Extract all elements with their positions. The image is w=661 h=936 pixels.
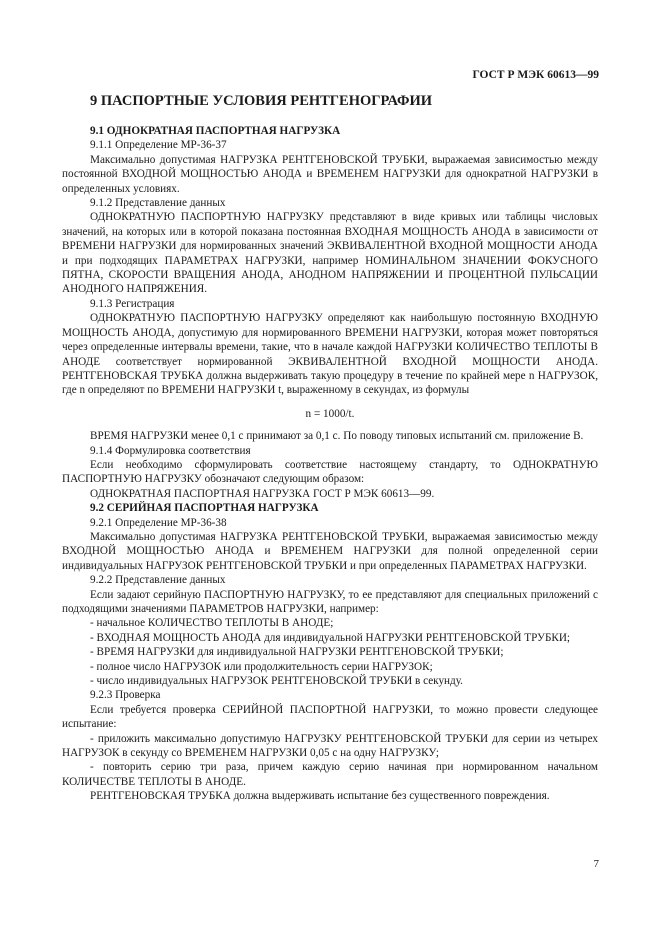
paragraph-p10: РЕНТГЕНОВСКАЯ ТРУБКА должна выдерживать испытание без существенного повреждения. bbox=[90, 790, 550, 803]
paragraph-l1: - начальное КОЛИЧЕСТВО ТЕПЛОТЫ В АНОДЕ; bbox=[90, 617, 334, 630]
paragraph-s913: 9.1.3 Регистрация bbox=[90, 297, 175, 310]
paragraph-p8: Если задают серийную ПАСПОРТНУЮ НАГРУЗКУ, то ее представляют для специальных приложений с подходящими значениями ПАРАМЕТРОВ НАГРУЗКИ, например: bbox=[62, 588, 598, 615]
section-title: 9 ПАСПОРТНЫЕ УСЛОВИЯ РЕНТГЕНОГРАФИИ bbox=[90, 93, 433, 109]
paragraph-s911: 9.1.1 Определение МР-36-37 bbox=[90, 139, 227, 152]
standard-header: ГОСТ Р МЭК 60613—99 bbox=[472, 69, 599, 81]
page-number: 7 bbox=[593, 858, 599, 870]
paragraph-s914: 9.1.4 Формулировка соответствия bbox=[90, 444, 251, 457]
paragraph-s922: 9.2.2 Представление данных bbox=[90, 574, 226, 587]
paragraph-eq: n = 1000/t. bbox=[305, 407, 355, 420]
paragraph-p5: Если необходимо сформулировать соответствие настоящему стандарту, то ОДНОКРАТНУЮ ПАСПОРТНУЮ НАГРУЗКУ обозначают следующим образом: bbox=[62, 458, 598, 486]
paragraph-list bbox=[62, 124, 598, 804]
paragraph-l3: - ВРЕМЯ НАГРУЗКИ для индивидуальной НАГРУЗКИ РЕНТГЕНОВСКОЙ ТРУБКИ; bbox=[90, 646, 504, 659]
paragraph-p2: ОДНОКРАТНУЮ ПАСПОРТНУЮ НАГРУЗКУ представляют в виде кривых или таблицы числовых значений, на которых или в которой показана постоянная ВХОДНАЯ МОЩНОСТЬ АНОДА в зависимости от ВРЕМЕНИ НАГРУЗКИ для нормированных значений ЭКВИВАЛЕНТНОЙ ВХОДНОЙ МОЩНОСТИ АНОДА и при подходящих ПАРАМЕТРАХ НАГРУЗКИ, например НОМИНАЛЬНОМ ЗНАЧЕНИИ ФОКУСНОГО ПЯТНА, СКОРОСТИ ВРАЩЕНИЯ АНОДА, АНОДНОМ НАПРЯЖЕНИИ И ПРОЦЕНТНОЙ ПУЛЬСАЦИИ АНОДНОГО НАПРЯЖЕНИЯ. bbox=[62, 211, 598, 296]
paragraph-s91: 9.1 ОДНОКРАТНАЯ ПАСПОРТНАЯ НАГРУЗКА bbox=[90, 125, 341, 137]
paragraph-p6: ОДНОКРАТНАЯ ПАСПОРТНАЯ НАГРУЗКА ГОСТ Р МЭК 60613—99. bbox=[90, 487, 435, 500]
paragraph-l7: - повторить серию три раза, причем каждую серию начиная при нормированном начальном КОЛИЧЕСТВЕ ТЕПЛОТЫ В АНОДЕ. bbox=[62, 761, 598, 788]
page-body bbox=[62, 92, 598, 804]
paragraph-s923: 9.2.3 Проверка bbox=[90, 689, 161, 702]
paragraph-p4: ВРЕМЯ НАГРУЗКИ менее 0,1 с принимают за 0,1 с. По поводу типовых испытаний см. приложение В. bbox=[90, 430, 584, 443]
paragraph-s921: 9.2.1 Определение МР-36-38 bbox=[90, 516, 227, 529]
paragraph-l2: - ВХОДНАЯ МОЩНОСТЬ АНОДА для индивидуальной НАГРУЗКИ РЕНТГЕНОВСКОЙ ТРУБКИ; bbox=[90, 631, 571, 644]
paragraph-l4: - полное число НАГРУЗОК или продолжительность серии НАГРУЗОК; bbox=[90, 660, 433, 673]
paragraph-l5: - число индивидуальных НАГРУЗОК РЕНТГЕНОВСКОЙ ТРУБКИ в секунду. bbox=[90, 675, 463, 688]
paragraph-l6: - приложить максимально допустимую НАГРУЗКУ РЕНТГЕНОВСКОЙ ТРУБКИ для серии из четырех НАГРУЗОК в секунду со ВРЕМЕНЕМ НАГРУЗКИ 0,05 с на одну НАГРУЗКУ; bbox=[62, 732, 598, 760]
paragraph-p1: Максимально допустимая НАГРУЗКА РЕНТГЕНОВСКОЙ ТРУБКИ, выражаемая зависимостью между постоянной ВХОДНОЙ МОЩНОСТЬЮ АНОДА и ВРЕМЕНЕМ НАГРУЗКИ для однократной НАГРУЗКИ в определенных условиях. bbox=[62, 153, 598, 195]
paragraph-s92: 9.2 СЕРИЙНАЯ ПАСПОРТНАЯ НАГРУЗКА bbox=[90, 502, 319, 515]
paragraph-p9: Если требуется проверка СЕРИЙНОЙ ПАСПОРТНОЙ НАГРУЗКИ, то можно провести следующее испытание: bbox=[62, 703, 598, 731]
paragraph-p7: Максимально допустимая НАГРУЗКА РЕНТГЕНОВСКОЙ ТРУБКИ, выражаемая зависимостью между ВХОДНОЙ МОЩНОСТЬЮ АНОДА и ВРЕМЕНЕМ НАГРУЗКИ для полной определенной серии индивидуальных НАГРУЗОК РЕНТГЕНОВСКОЙ ТРУБКИ и при определенных ПАРАМЕТРАХ НАГРУЗКИ. bbox=[62, 530, 598, 572]
paragraph-s912: 9.1.2 Представление данных bbox=[90, 197, 226, 210]
paragraph-p3: ОДНОКРАТНУЮ ПАСПОРТНУЮ НАГРУЗКУ определяют как наибольшую постоянную ВХОДНУЮ МОЩНОСТЬ АНОДА, допустимую для нормированного ВРЕМЕНИ НАГРУЗКИ, которая может повторяться через определенные интервалы времени, такие, что в начале каждой НАГРУЗКИ КОЛИЧЕСТВО ТЕПЛОТЫ В АНОДЕ соответствует нормированной ЭКВИВАЛЕНТНОЙ ВХОДНОЙ МОЩНОСТИ АНОДА. РЕНТГЕНОВСКАЯ ТРУБКА должна выдерживать такую процедуру в течение по крайней мере n НАГРУЗОК, где n определяют по ВРЕМЕНИ НАГРУЗКИ t, выраженному в секундах, из формулы bbox=[62, 312, 598, 397]
